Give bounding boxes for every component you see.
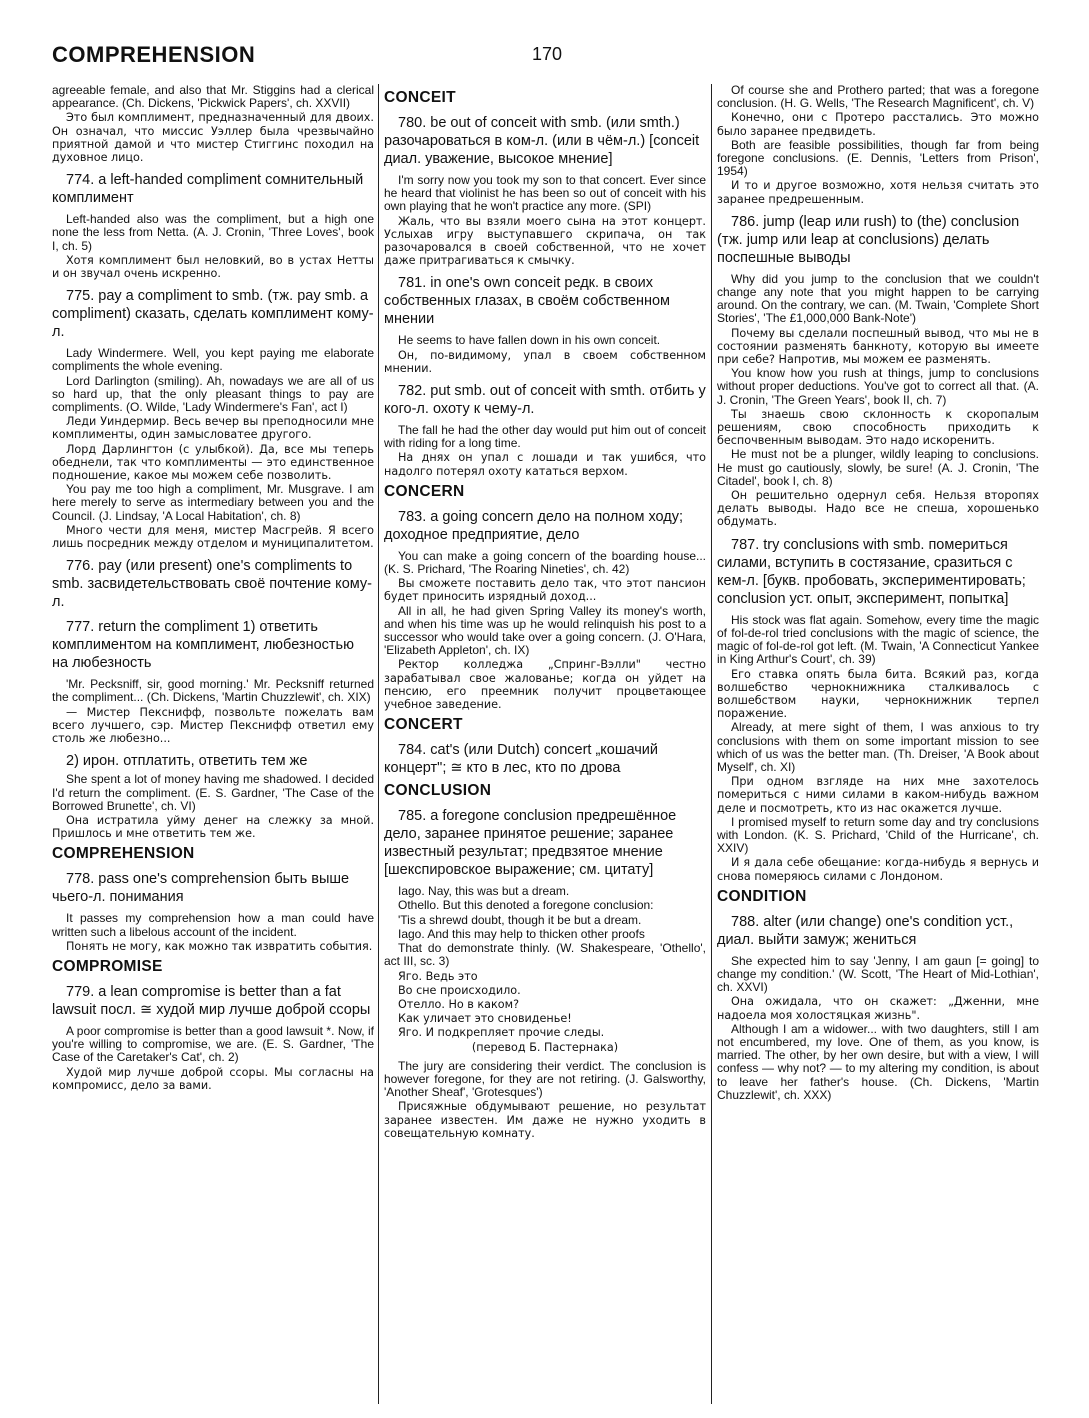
translation-paragraph: На днях он упал с лошади и так ушибся, что надолго потерял охоту кататься верхом.	[384, 451, 706, 478]
column-divider	[378, 84, 379, 1404]
section-heading: COMPREHENSION	[52, 845, 195, 863]
translation-paragraph: Присяжные обдумывают решение, но результат заранее известен. Им даже не нужно уходить в совещательную комнату.	[384, 1100, 706, 1140]
translation-paragraph: (перевод Б. Пастернака)	[471, 1040, 619, 1054]
entry-headword: 788. alter (или change) one's condition уст., диал. выйти замуж; жениться	[717, 913, 1014, 948]
example-paragraph: Of course she and Prothero parted; that was a foregone conclusion. (H. G. Wells, 'The Research Magnificent', ch. V)	[717, 84, 1039, 111]
example-paragraph: Both are feasible possibilities, though far from being foregone conclusions. (E. Dennis, 'Letters from Prison', 1954)	[717, 137, 1039, 179]
example-paragraph: Lord Darlington (smiling). Ah, nowadays we are all of us so hard up, that the only pleasant things to pay are compliments. (O. Wilde, 'Lady Windermere's Fan', act I)	[52, 373, 374, 415]
column-right	[717, 84, 1039, 1409]
example-paragraph: He seems to have fallen down in his own conceit.	[398, 333, 661, 348]
translation-paragraph: Понять не могу, как можно так извратить события.	[66, 939, 373, 953]
entry-headword: 774. a left-handed compliment сомнительный комплимент	[52, 172, 364, 207]
entry-headword: 784. cat's (или Dutch) concert „кошачий концерт"; ≅ кто в лес, кто по дрова	[384, 742, 659, 777]
example-paragraph: 'Tis a shrewd doubt, though it be but a dream.	[398, 912, 642, 927]
entry-headword: 781. in one's own conceit редк. в своих собственных глазах, в своём собственном мнении	[384, 275, 670, 328]
example-paragraph: That do demonstrate thinly. (W. Shakespeare, 'Othello', act III, sc. 3)	[384, 941, 706, 969]
example-paragraph: Iago. Nay, this was but a dream.	[398, 884, 570, 899]
translation-paragraph: Вы сможете поставить дело так, что этот пансион будет приносить изрядный доход...	[384, 577, 706, 604]
example-paragraph: All in all, he had given Spring Valley its money's worth, and when his time was up he would relinquish his post to a successor who would take over a going concern. (J. O'Hara, 'Elizabeth Appleton', ch. IX)	[384, 603, 706, 658]
column-middle	[384, 84, 706, 1409]
entry-headword: 778. pass one's comprehension быть выше чьего-л. понимания	[52, 871, 350, 906]
entry-headword: 2) ирон. отплатить, ответить тем же	[66, 753, 308, 770]
column-divider	[711, 84, 712, 1404]
entry-headword: 783. a going concern дело на полном ходу; доходное предприятие, дело	[384, 508, 684, 543]
example-paragraph: His stock was flat again. Somehow, every time the magic of fol-de-rol tried conclusions with the magic of science, the magic of fol-de-rol got left. (M. Twain, 'A Connecticut Yankee in King Arthur's Court', ch. 39)	[717, 612, 1039, 667]
example-paragraph: Why did you jump to the conclusion that we couldn't change any note that you might happen to be carrying around. On the contrary, we can. (M. Twain, 'Complete Short Stories', 'The £1,000,000 Bank-Note')	[717, 271, 1039, 326]
entry-headword: 782. put smb. out of conceit with smth. отбить у кого-л. охоту к чему-л.	[384, 383, 706, 418]
section-heading: CONCLUSION	[384, 782, 492, 800]
section-heading: CONCEIT	[384, 89, 456, 106]
translation-paragraph: Отелло. Но в каком?	[398, 997, 520, 1011]
translation-paragraph: И я дала себе обещание: когда-нибудь я вернусь и снова померяюсь силами с Лондоном.	[717, 856, 1039, 883]
entry-headword: 779. a lean compromise is better than a fat lawsuit посл. ≅ худой мир лучше доброй ссоры	[52, 983, 371, 1018]
example-paragraph: You pay me too high a compliment, Mr. Musgrave. I am here merely to serve as intermediary between you and the Council. (J. Lindsay, 'A Local Habitation', ch. 8)	[52, 482, 374, 523]
translation-paragraph: Конечно, они с Протеро расстались. Это можно было заранее предвидеть.	[717, 111, 1039, 138]
example-paragraph: Although I am a widower... with two daughters, still I am not encumbered, my love. One of them, as you know, is married. The other, by her own desire, but with a view, I will confess — why not? — to my altering my condition, is about to leave her father's house. (Ch. Dickens, 'Martin Chuzzlewit', ch. XXX)	[717, 1021, 1039, 1102]
translation-paragraph: Хотя комплимент был неловкий, во в устах Нетты и он звучал очень искренно.	[52, 253, 374, 281]
section-heading: CONDITION	[717, 887, 807, 905]
translation-paragraph: Как уличает это сновиденье!	[398, 1012, 572, 1026]
running-head-word: COMPREHENSION	[52, 42, 256, 67]
example-paragraph: The jury are considering their verdict. The conclusion is however foregone, for they are not retiring. (J. Galsworthy, 'Another Sheaf', 'Grotesques')	[384, 1058, 706, 1100]
translation-paragraph: При одном взгляде на них мне захотелось помериться с ними силами в каком-нибудь важном деле и посмотреть, кто из нас окажется лучше.	[717, 775, 1039, 815]
translation-paragraph: — Мистер Пекснифф, позвольте пожелать вам всего лучшего, сэр. Мистер Пекснифф ответил ему столь же любезно...	[52, 705, 374, 746]
entry-headword: 776. pay (или present) one's compliments to smb. засвидетельствовать своё почтение кому-л.	[52, 558, 372, 611]
translation-paragraph: Жаль, что вы взяли моего сына на этот концерт. Услыхав игру выступавшего скрипача, он так разочаровался в своей собственной, что не хочет даже притрагиваться к смычку.	[384, 214, 706, 268]
entry-headword: 775. pay a compliment to smb. (тж. pay smb. a compliment) сказать, сделать комплимент кому-л.	[52, 288, 374, 341]
page-number: 170	[532, 44, 563, 64]
entry-headword: 780. be out of conceit with smb. (или smth.) разочароваться в ком-л. (или в чём-л.) [conceit диал. уважение, высокое мнение]	[384, 115, 700, 167]
translation-paragraph: Лорд Дарлингтон (с улыбкой). Да, все мы теперь обеднели, так что комплименты — это единственное подношение, какое мы можем себе позволить.	[52, 442, 374, 483]
section-heading: CONCERN	[384, 482, 465, 500]
running-head	[52, 42, 1053, 72]
section-heading: COMPROMISE	[52, 957, 163, 975]
entry-headword: 787. try conclusions with smb. помериться силами, вступить в состязание, сразиться с кем-л. [букв. пробовать, экспериментировать; conclusion уст. опыт, эксперимент, попытка]	[717, 536, 1026, 607]
translation-paragraph: Много чести для меня, мистер Масгрейв. Я всего лишь посредник между отделом и муниципалитетом.	[52, 523, 374, 551]
translation-paragraph: Яго. И подкрепляет прочие следы.	[398, 1026, 605, 1040]
translation-paragraph: Он решительно одернул себя. Нельзя второпях делать выводы. Надо все не спеша, хорошенько обдумать.	[717, 489, 1039, 529]
example-paragraph: Already, at mere sight of them, I was anxious to try conclusions with them on some important mission to see which of us was the better man. (Th. Dreiser, 'A Book about Myself', ch. XI)	[717, 720, 1039, 774]
example-paragraph: Iago. And this may help to thicken other proofs	[398, 926, 645, 941]
example-paragraph: The fall he had the other day would put him out of conceit with riding for a long time.	[384, 423, 706, 451]
translation-paragraph: Ректор колледжа „Спринг-Вэлли" честно зарабатывал свое жалованье; когда он уйдет на пенсию, его преемник получит процветающее учебное заведение.	[384, 658, 706, 712]
translation-paragraph: Она истратила уйму денег на слежку за мной. Пришлось и мне ответить тем же.	[52, 813, 374, 841]
entry-headword: 777. return the compliment 1) ответить комплиментом на комплимент, любезностью на любезность	[52, 619, 354, 672]
entry-headword: 785. a foregone conclusion предрешённое дело, заранее принятое решение; заранее известный результат; предвзятое мнение [шекспировское выражение; см. цитату]	[384, 808, 677, 879]
example-paragraph: She spent a lot of money having me shadowed. I decided I'd return the compliment. (E. S. Gardner, 'The Case of the Borrowed Brunette', ch. VI)	[52, 772, 374, 813]
translation-paragraph: Он, по-видимому, упал в своем собственном мнении.	[384, 348, 706, 375]
example-paragraph: A poor compromise is better than a good lawsuit *. Now, if you're willing to compromise, we are. (E. S. Gardner, 'The Case of the Caretaker's Cat', ch. 2)	[52, 1023, 374, 1065]
example-paragraph: You know how you rush at things, jump to conclusions without proper deductions. You've got to correct all that. (A. J. Cronin, 'The Green Years', book II, ch. 7)	[717, 366, 1039, 407]
example-paragraph: He must not be a plunger, wildly leaping to conclusions. He must go cautiously, slowly, be sure! (A. J. Cronin, 'The Citadel', book I, ch. 8)	[717, 447, 1039, 488]
example-paragraph: agreeable female, and also that Mr. Stiggins had a clerical appearance. (Ch. Dickens, 'Pickwick Papers', ch. XXVII)	[52, 84, 374, 111]
translation-paragraph: И то и другое возможно, хотя нельзя считать это заранее предрешенным.	[717, 179, 1039, 206]
example-paragraph: Lady Windermere. Well, you kept paying me elaborate compliments the whole evening.	[52, 346, 374, 374]
translation-paragraph: Его ставка опять была бита. Всякий раз, когда волшебство чернокнижника сталкивалось с волшебством науки, чернокнижник терпел поражение.	[717, 667, 1039, 721]
example-paragraph: It passes my comprehension how a man could have written such a libelous account of the incident.	[52, 911, 374, 939]
translation-paragraph: Худой мир лучше доброй ссоры. Мы согласны на компромисс, дело за вами.	[52, 1065, 374, 1092]
example-paragraph: Othello. But this denoted a foregone conclusion:	[398, 898, 654, 913]
translation-paragraph: Леди Уиндермир. Весь вечер вы преподносили мне комплименты, один замысловатее другого.	[52, 415, 374, 442]
example-paragraph: I'm sorry now you took my son to that concert. Ever since he heard that violinist he has been so out of conceit with his own playing that he won't practice any more. (SPI)	[384, 173, 706, 214]
example-paragraph: 'Mr. Pecksniff, sir, good morning.' Mr. Pecksniff returned the compliment... (Ch. Dickens, 'Martin Chuzzlewit', ch. XIX)	[52, 677, 374, 705]
example-paragraph: Left-handed also was the compliment, but a high one none the less from Netta. (A. J. Cronin, 'Three Loves', book I, ch. 5)	[52, 212, 374, 253]
translation-paragraph: Яго. Ведь это	[398, 969, 478, 983]
entry-headword: 786. jump (leap или rush) to (the) conclusion (тж. jump или leap at conclusions) делать поспешные выводы	[717, 213, 1020, 266]
translation-paragraph: Почему вы сделали поспешный вывод, что мы не в состоянии разменять банкноту, которую вы имеете при себе? Напротив, мы можем ее разменять.	[717, 326, 1039, 367]
translation-paragraph: Это был комплимент, предназначенный для двоих. Он означал, что миссис Уэллер была чрезвычайно приятной дамой и что мистер Стиггинс походил на духовное лицо.	[52, 111, 374, 165]
column-left	[52, 84, 374, 1409]
example-paragraph: I promised myself to return some day and try conclusions with London. (K. S. Prichard, 'Child of the Hurricane', ch. XXIV)	[717, 814, 1039, 856]
translation-paragraph: Во сне происходило.	[398, 983, 521, 997]
example-paragraph: You can make a going concern of the boarding house... (K. S. Prichard, 'The Roaring Nineties', ch. 42)	[384, 548, 706, 577]
translation-paragraph: Ты знаешь свою склонность к скоропалым решениям, свою способность приходить к беспочвенным выводам. Это надо искоренить.	[717, 407, 1039, 448]
example-paragraph: She expected him to say 'Jenny, I am gaun [= going] to change my condition.' (W. Scott, 'The Heart of Mid-Lothian', ch. XXVI)	[717, 953, 1039, 995]
translation-paragraph: Она ожидала, что он скажет: „Дженни, мне надоела моя холостяцкая жизнь".	[717, 995, 1039, 1022]
section-heading: CONCERT	[384, 716, 463, 734]
